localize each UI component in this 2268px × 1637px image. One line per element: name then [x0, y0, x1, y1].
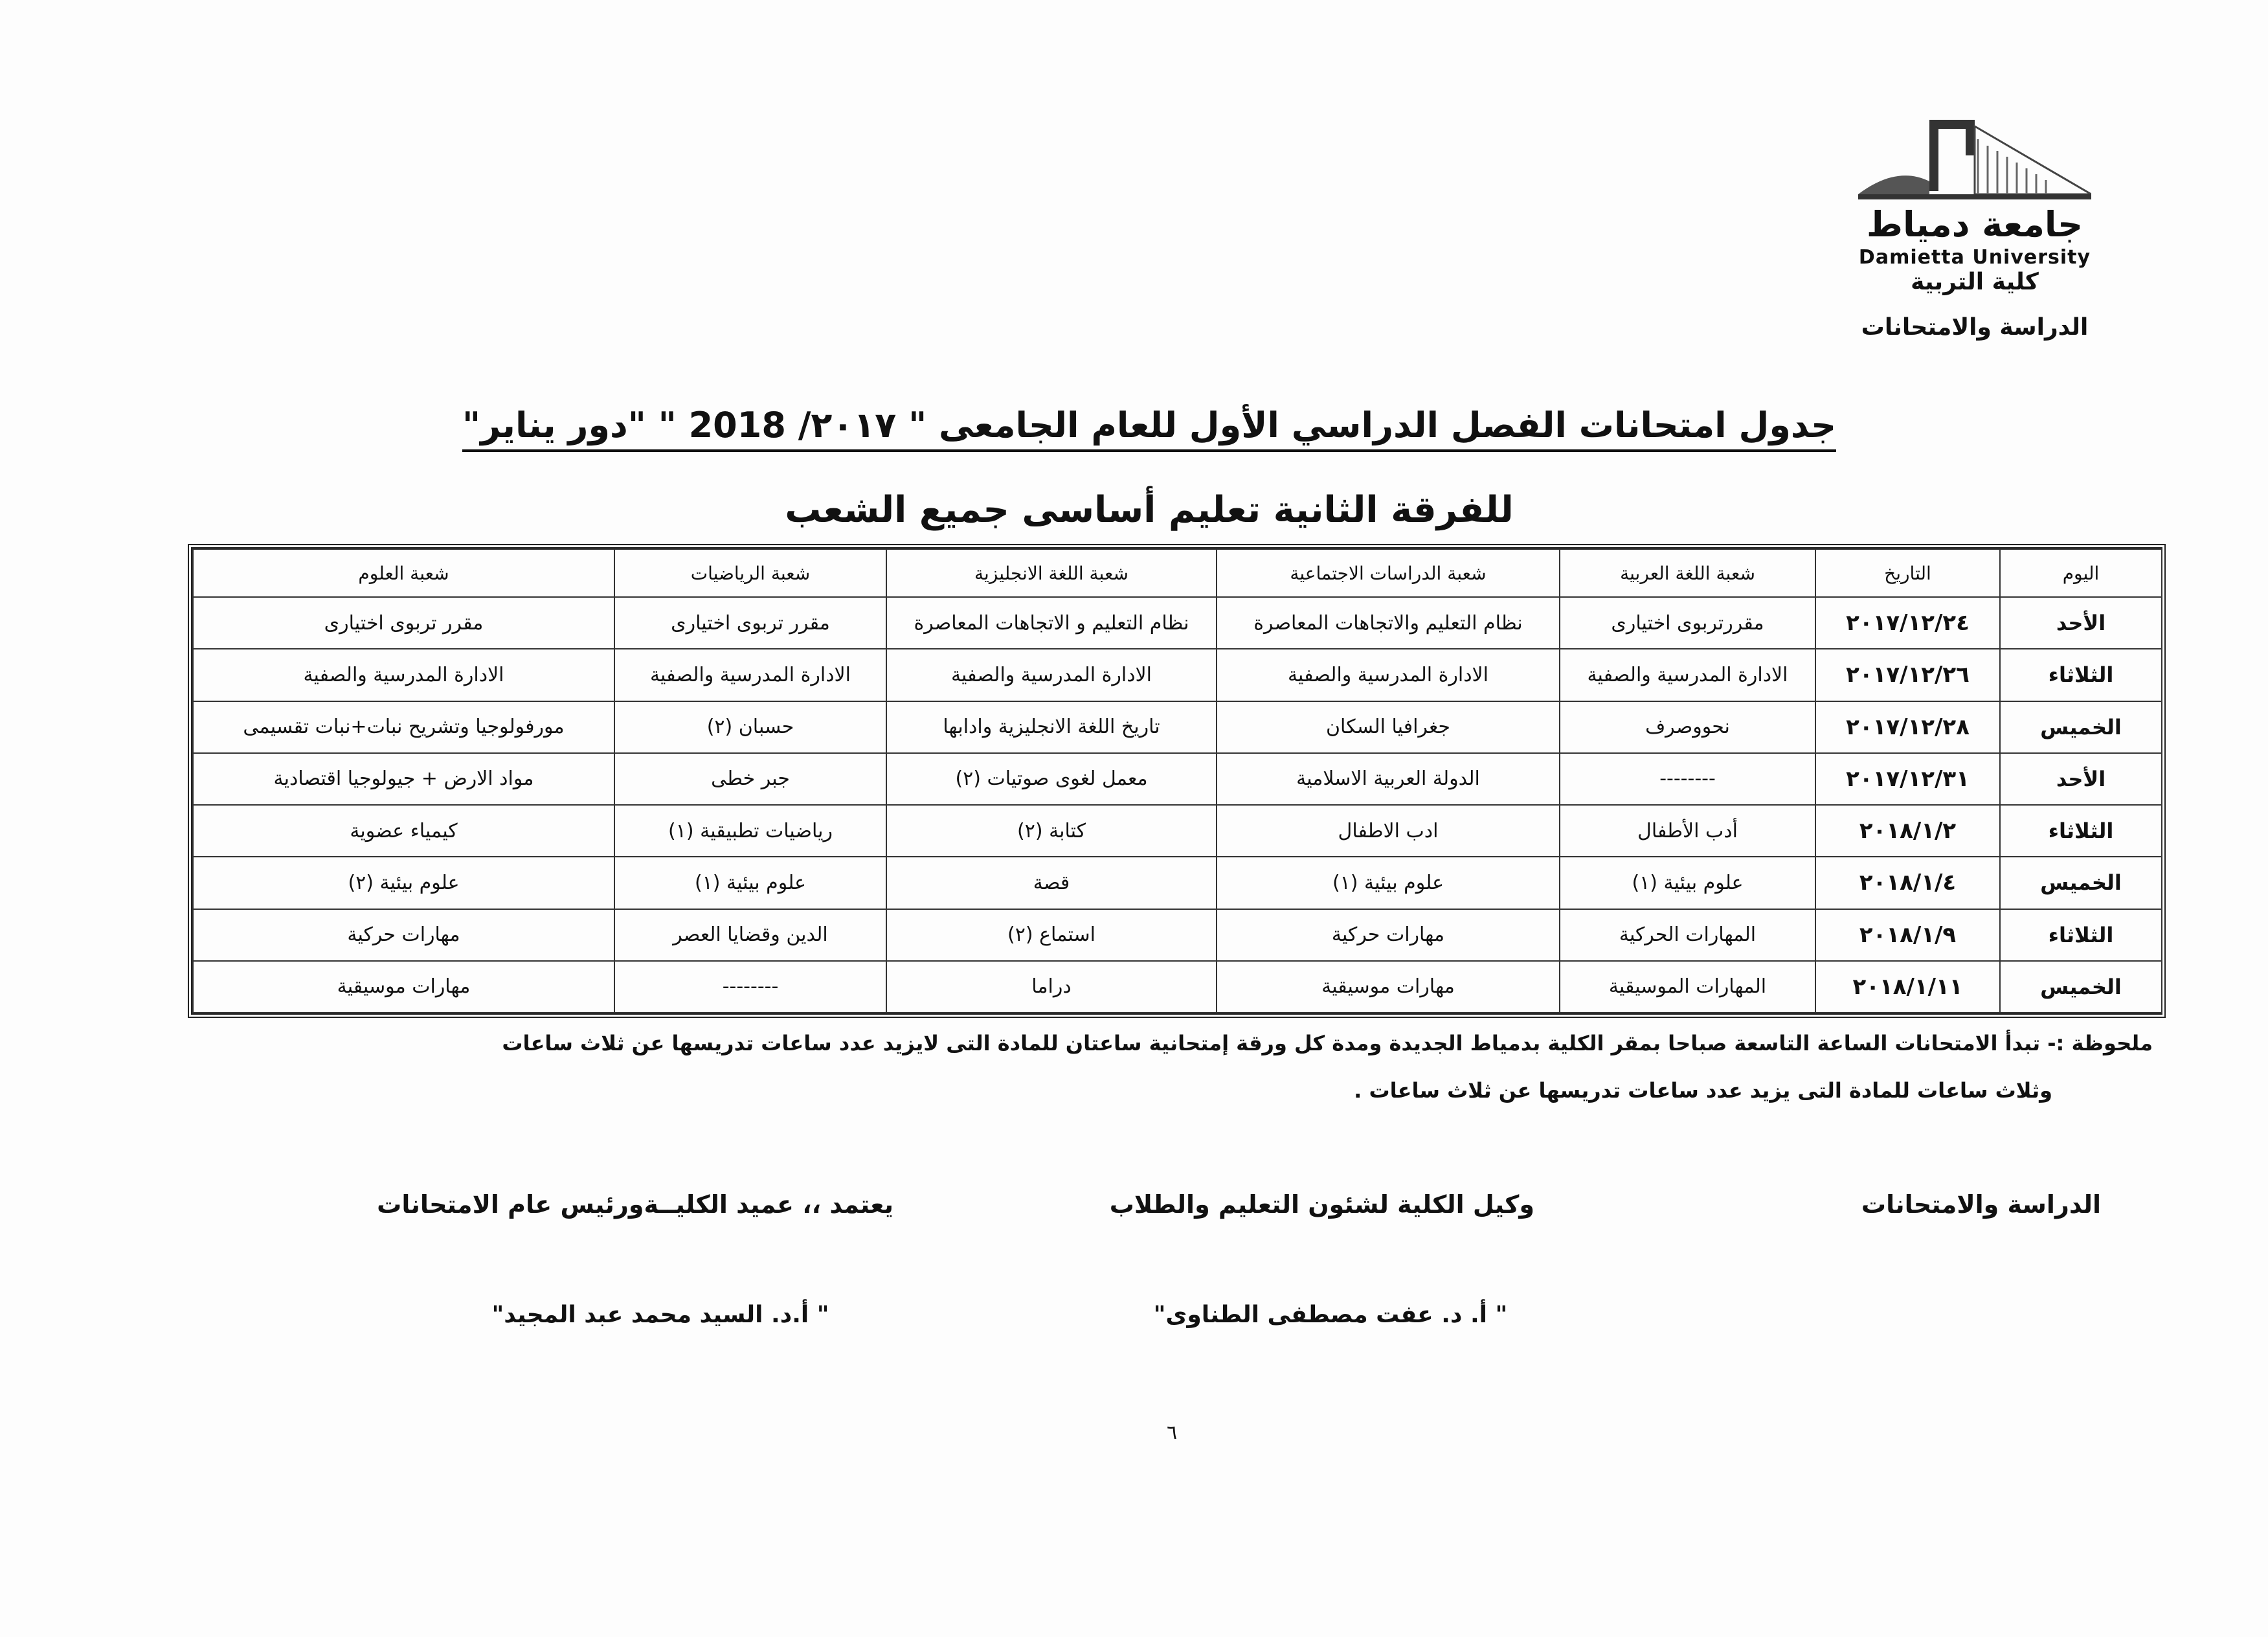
cell-day: الثلاثاء [2000, 649, 2162, 701]
exam-schedule-table [188, 544, 2166, 1018]
cell-social: نظام التعليم والاتجاهات المعاصرة [1217, 597, 1560, 649]
table-row [193, 597, 2162, 649]
header-math: شعبة الرياضيات [614, 549, 886, 597]
cell-date: ٢٠١٨/١/٩ [1815, 909, 2000, 961]
cell-arabic: مقررتربوى اختيارى [1560, 597, 1815, 649]
cell-english: نظام التعليم و الاتجاهات المعاصرة [886, 597, 1217, 649]
cell-social: مهارات موسيقية [1217, 961, 1560, 1013]
cell-social: الادارة المدرسية والصفية [1217, 649, 1560, 701]
cell-arabic: المهارات الموسيقية [1560, 961, 1815, 1013]
cell-english: دراما [886, 961, 1217, 1013]
cell-math: جبر خطى [614, 753, 886, 805]
cell-english: تاريخ اللغة الانجليزية وادابها [886, 701, 1217, 753]
cell-date: ٢٠١٧/١٢/٢٨ [1815, 701, 2000, 753]
cell-math: الادارة المدرسية والصفية [614, 649, 886, 701]
header-date: التاريخ [1815, 549, 2000, 597]
cell-science: مورفولوجيا وتشريح نبات+نبات تقسيمى [193, 701, 614, 753]
cell-math: حسبان (٢) [614, 701, 886, 753]
cell-social: جغرافيا السكان [1217, 701, 1560, 753]
cell-day: الثلاثاء [2000, 909, 2162, 961]
table-row [193, 909, 2162, 961]
header-social: شعبة الدراسات الاجتماعية [1217, 549, 1560, 597]
cell-social: مهارات حركية [1217, 909, 1560, 961]
cell-date: ٢٠١٨/١/٤ [1815, 857, 2000, 909]
cell-english: الادارة المدرسية والصفية [886, 649, 1217, 701]
page-subtitle: للفرقة الثانية تعليم أساسى جميع الشعب [785, 489, 1514, 531]
header-arabic: شعبة اللغة العربية [1560, 549, 1815, 597]
cell-day: الثلاثاء [2000, 805, 2162, 857]
cell-english: معمل لغوى صوتيات (٢) [886, 753, 1217, 805]
page-title [453, 405, 1845, 446]
note-line-1: ملحوظة :- تبدأ الامتحانات الساعة التاسعة صباحا بمقر الكلية بدمياط الجديدة ومدة كل ورقة إمتحانية ساعتان للمادة التى لايزيد عدد ساعات تدريسها عن ثلاث ساعات [502, 1031, 2153, 1056]
signature-studies-title: الدراسة والامتحانات [1861, 1190, 2102, 1219]
table-row [193, 649, 2162, 701]
signature-vice-dean-name: " أ. د. عفت مصطفى الطناوى" [1153, 1302, 1508, 1328]
cell-english: قصة [886, 857, 1217, 909]
cell-arabic: -------- [1560, 753, 1815, 805]
cell-arabic: الادارة المدرسية والصفية [1560, 649, 1815, 701]
header-science: شعبة العلوم [193, 549, 614, 597]
table-row [193, 701, 2162, 753]
signature-dean-title: يعتمد ،، عميد الكليــةورئيس عام الامتحانات [377, 1190, 893, 1219]
cell-arabic: نحووصرف [1560, 701, 1815, 753]
logo-arabic-text: جامعة دمياط [1866, 204, 2083, 245]
cell-date: ٢٠١٧/١٢/٢٦ [1815, 649, 2000, 701]
cell-english: كتابة (٢) [886, 805, 1217, 857]
table-row [193, 961, 2162, 1013]
cell-day: الخميس [2000, 961, 2162, 1013]
cell-arabic: المهارات الحركية [1560, 909, 1815, 961]
cell-english: استماع (٢) [886, 909, 1217, 961]
cell-science: علوم بيئية (٢) [193, 857, 614, 909]
cell-date: ٢٠١٨/١/٢ [1815, 805, 2000, 857]
faculty-name: كلية التربية [1911, 269, 2039, 295]
signature-dean-name: " أ.د. السيد محمد عبد المجيد" [491, 1302, 829, 1328]
cell-day: الخميس [2000, 701, 2162, 753]
header-english: شعبة اللغة الانجليزية [886, 549, 1217, 597]
department-name: الدراسة والامتحانات [1861, 314, 2089, 341]
table-header-row [193, 549, 2162, 597]
cell-science: الادارة المدرسية والصفية [193, 649, 614, 701]
header-day: اليوم [2000, 549, 2162, 597]
page-number: ٦ [1166, 1421, 1178, 1444]
cell-social: ادب الاطفال [1217, 805, 1560, 857]
cell-math: الدين وقضايا العصر [614, 909, 886, 961]
note-line-2: وثلاث ساعات للمادة التى يزيد عدد ساعات تدريسها عن ثلاث ساعات . [1354, 1078, 2052, 1103]
cell-math: علوم بيئية (١) [614, 857, 886, 909]
table-row [193, 857, 2162, 909]
cell-social: علوم بيئية (١) [1217, 857, 1560, 909]
university-logo [1845, 113, 2104, 269]
cell-science: مقرر تربوى اختيارى [193, 597, 614, 649]
cell-date: ٢٠١٧/١٢/٢٤ [1815, 597, 2000, 649]
logo-english-text: Damietta University [1858, 246, 2091, 269]
table-row [193, 753, 2162, 805]
university-emblem-icon [1858, 113, 2091, 204]
cell-science: كيمياء عضوية [193, 805, 614, 857]
cell-social: الدولة العربية الاسلامية [1217, 753, 1560, 805]
cell-math: رياضيات تطبيقية (١) [614, 805, 886, 857]
cell-date: ٢٠١٧/١٢/٣١ [1815, 753, 2000, 805]
cell-date: ٢٠١٨/١/١١ [1815, 961, 2000, 1013]
page-title-text: جدول امتحانات الفصل الدراسي الأول للعام الجامعى " ٢٠١٧/ 2018 " "دور يناير" [462, 405, 1836, 452]
cell-science: مهارات موسيقية [193, 961, 614, 1013]
cell-day: الأحد [2000, 597, 2162, 649]
cell-math: مقرر تربوى اختيارى [614, 597, 886, 649]
cell-science: مواد الارض + جيولوجيا اقتصادية [193, 753, 614, 805]
table-row [193, 805, 2162, 857]
cell-math: -------- [614, 961, 886, 1013]
cell-day: الأحد [2000, 753, 2162, 805]
signature-vice-dean-title: وكيل الكلية لشئون التعليم والطلاب [1109, 1190, 1534, 1219]
cell-science: مهارات حركية [193, 909, 614, 961]
cell-day: الخميس [2000, 857, 2162, 909]
cell-arabic: أدب الأطفال [1560, 805, 1815, 857]
cell-arabic: علوم بيئية (١) [1560, 857, 1815, 909]
